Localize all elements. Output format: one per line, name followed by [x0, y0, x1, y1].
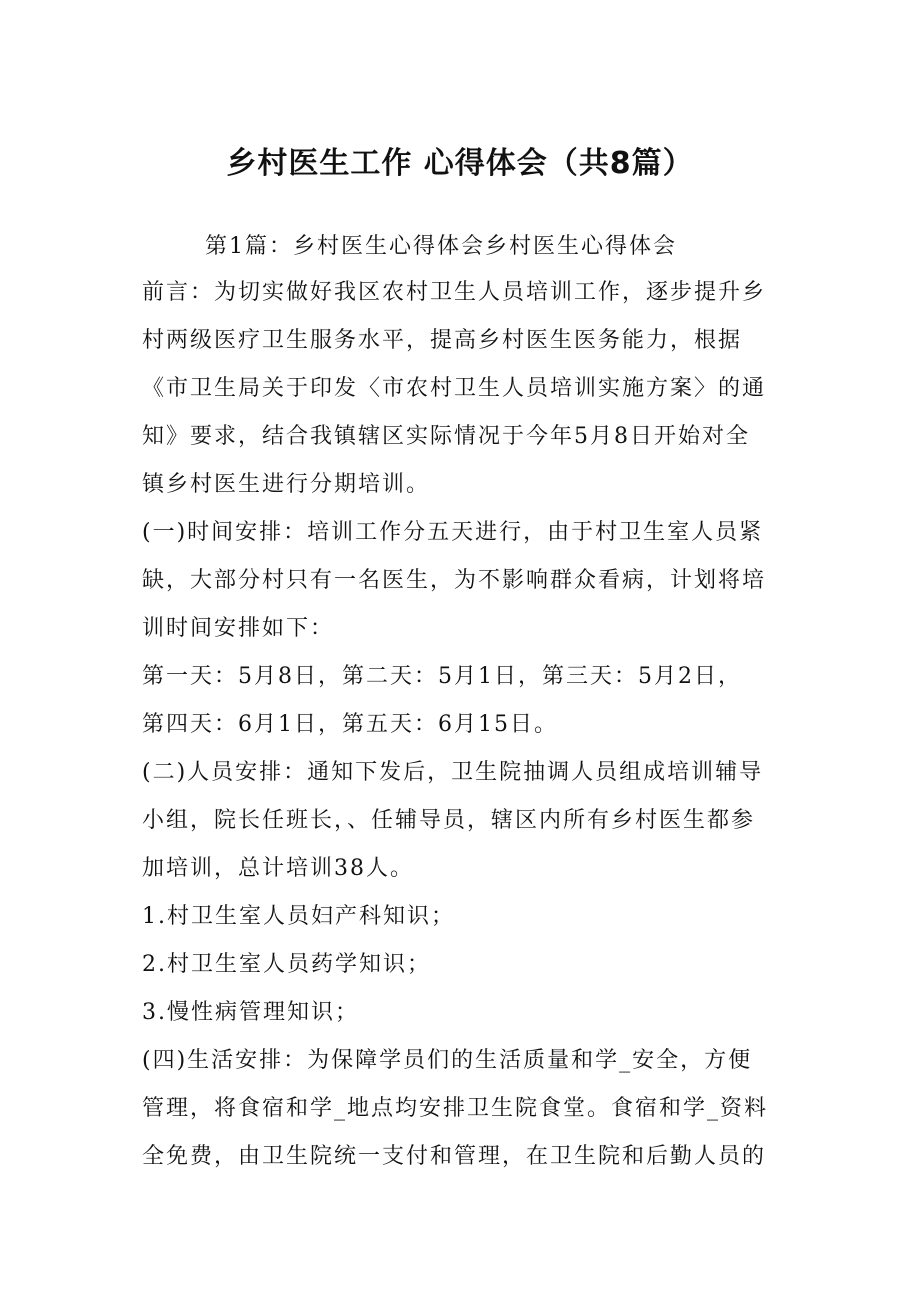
body-line-10: 第四天：6月1日，第五天：6月15日。 [142, 712, 558, 737]
body-line-9: 第一天：5月8日，第二天：5月1日，第三天：5月2日， [142, 664, 742, 689]
body-line-7: 缺，大部分村只有一名医生，为不影响群众看病，计划将培 [142, 568, 767, 593]
body-line-16: 3.慢性病管理知识； [142, 1000, 359, 1025]
document-title: 乡村医生工作 心得体会（共8篇） [226, 146, 694, 181]
body-line-14: 1.村卫生室人员妇产科知识； [142, 904, 455, 929]
body-line-15: 2.村卫生室人员药学知识； [142, 952, 431, 977]
body-line-6: (一)时间安排：培训工作分五天进行，由于村卫生室人员紧 [142, 520, 764, 545]
body-line-18: 管理，将食宿和学_地点均安排卫生院食堂。食宿和学_资料 [142, 1096, 769, 1121]
body-line-2: 村两级医疗卫生服务水平，提高乡村医生医务能力，根据 [142, 328, 743, 353]
body-line-19: 全免费，由卫生院统一支付和管理，在卫生院和后勤人员的 [142, 1144, 767, 1169]
body-line-5: 镇乡村医生进行分期培训。 [142, 472, 431, 497]
body-line-12: 小组，院长任班长，、任辅导员，辖区内所有乡村医生都参 [142, 808, 756, 833]
chapter-heading: 第1篇：乡村医生心得体会乡村医生心得体会 [205, 234, 677, 259]
body-line-17: (四)生活安排：为保障学员们的生活质量和学_安全，方便 [142, 1048, 753, 1073]
body-line-8: 训时间安排如下： [142, 616, 335, 641]
body-line-1: 前言：为切实做好我区农村卫生人员培训工作，逐步提升乡 [142, 280, 767, 305]
body-line-4: 知》要求，结合我镇辖区实际情况于今年5月8日开始对全 [142, 424, 750, 449]
body-line-11: (二)人员安排：通知下发后，卫生院抽调人员组成培训辅导 [142, 760, 764, 785]
body-line-3: 《市卫生局关于印发〈市农村卫生人员培训实施方案〉的通 [142, 376, 767, 401]
body-line-13: 加培训，总计培训38人。 [142, 856, 414, 881]
